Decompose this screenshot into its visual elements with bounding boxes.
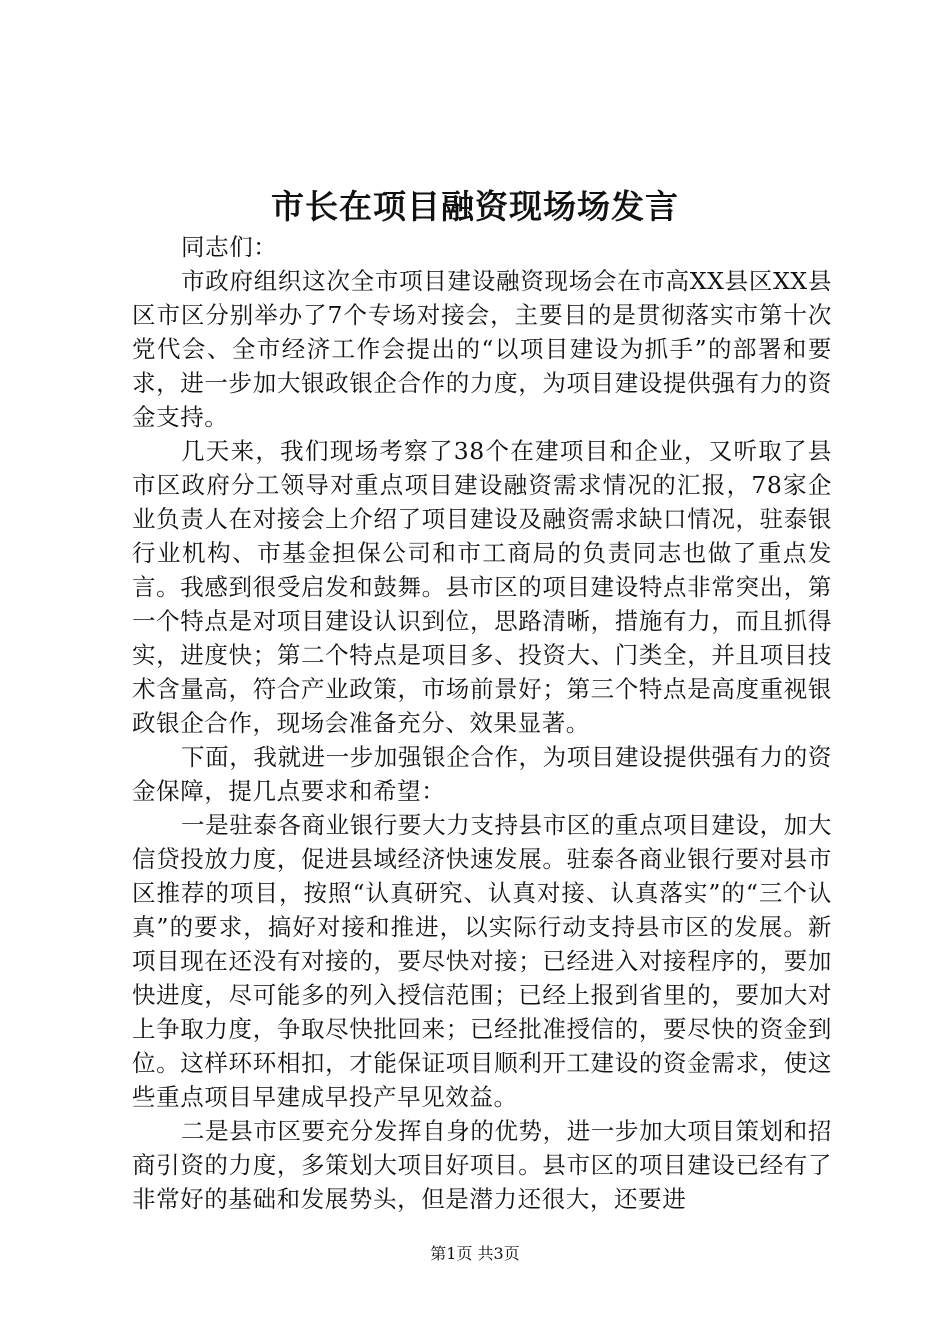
document-body <box>132 230 832 1216</box>
paragraph-intro: 市政府组织这次全市项目建设融资现场会在市高XX县区XX县区市区分别举办了7个专场对接会，主要目的是贯彻落实市第十次党代会、全市经济工作会提出的“以项目建设为抓手”的部署和要求，进一步加大银政银企合作的力度，为项目建设提供强有力的资金支持。 <box>132 267 832 431</box>
document-title: 市长在项目融资现场场发言 <box>271 187 679 226</box>
paragraph-point-two: 二是县市区要充分发挥自身的优势，进一步加大项目策划和招商引资的力度，多策划大项目好项目。县市区的项目建设已经有了非常好的基础和发展势头，但是潜力还很大，还要进 <box>132 1117 832 1213</box>
page-footer: 第1页 共3页 <box>430 1244 520 1263</box>
salutation: 同志们： <box>181 233 278 261</box>
paragraph-point-one: 一是驻泰各商业银行要大力支持县市区的重点项目建设，加大信贷投放力度，促进县域经济快速发展。驻泰各商业银行要对县市区推荐的项目，按照“认真研究、认真对接、认真落实”的“三个认真”的要求，搞好对接和推进，以实际行动支持县市区的发展。新项目现在还没有对接的，要尽快对接；已经进入对接程序的，要加快进度，尽可能多的列入授信范围；已经上报到省里的，要加大对上争取力度，争取尽快批回来；已经批准授信的，要尽快的资金到位。这样环环相扣，才能保证项目顺利开工建设的资金需求，使这些重点项目早建成早投产早见效益。 <box>132 811 832 1111</box>
paragraph-requirements-lead: 下面，我就进一步加强银企合作，为项目建设提供强有力的资金保障，提几点要求和希望： <box>132 743 832 805</box>
paragraph-observations: 几天来，我们现场考察了38个在建项目和企业，又听取了县市区政府分工领导对重点项目建设融资需求情况的汇报，78家企业负责人在对接会上介绍了项目建设及融资需求缺口情况，驻泰银行业机构、市基金担保公司和市工商局的负责同志也做了重点发言。我感到很受启发和鼓舞。县市区的项目建设特点非常突出，第一个特点是对项目建设认识到位，思路清晰，措施有力，而且抓得实，进度快；第二个特点是项目多、投资大、门类全，并且项目技术含量高，符合产业政策，市场前景好；第三个特点是高度重视银政银企合作，现场会准备充分、效果显著。 <box>132 437 832 737</box>
